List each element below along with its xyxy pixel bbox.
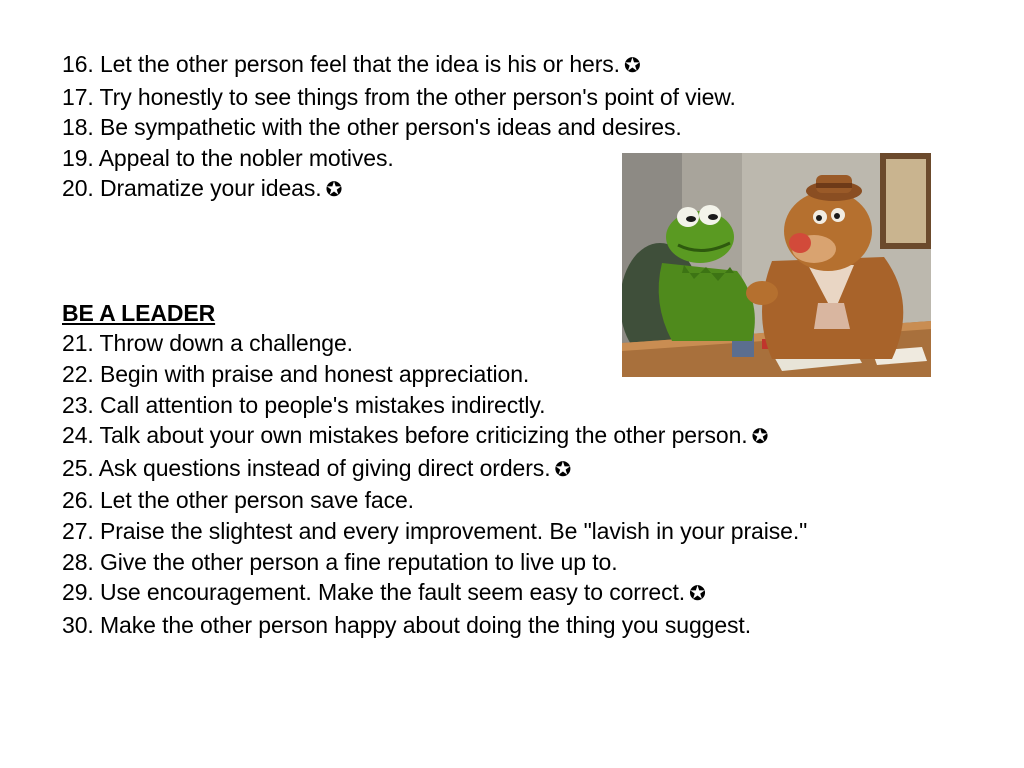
muppets-illustration bbox=[622, 153, 931, 377]
section-heading: BE A LEADER bbox=[62, 299, 216, 326]
list-item: 24. Talk about your own mistakes before criticizing the other person. ✪ bbox=[62, 422, 769, 449]
list-item: 28. Give the other person a fine reputation to live up to. bbox=[62, 548, 618, 575]
bear-nose bbox=[789, 233, 811, 253]
star-icon: ✪ bbox=[623, 55, 641, 77]
list-item: 23. Call attention to people's mistakes indirectly. bbox=[62, 391, 546, 418]
star-icon: ✪ bbox=[751, 426, 769, 449]
list-item: 26. Let the other person save face. bbox=[62, 487, 414, 514]
star-icon: ✪ bbox=[689, 583, 706, 606]
list-item: 29. Use encouragement. Make the fault seem easy to correct. ✪ bbox=[62, 579, 706, 606]
star-icon: ✪ bbox=[554, 458, 572, 481]
bear-tie bbox=[814, 303, 850, 329]
list-item: 27. Praise the slightest and every improvement. Be "lavish in your praise." bbox=[62, 517, 808, 544]
list-item: 18. Be sympathetic with the other person's ideas and desires. bbox=[62, 114, 682, 141]
list-item: 30. Make the other person happy about doing the thing you suggest. bbox=[62, 611, 752, 638]
star-icon: ✪ bbox=[325, 179, 343, 202]
muppets-photo bbox=[622, 153, 931, 377]
list-item: 20. Dramatize your ideas. ✪ bbox=[62, 175, 343, 202]
list-item: 17. Try honestly to see things from the other person's point of view. bbox=[62, 83, 736, 110]
bear-paw bbox=[746, 281, 778, 305]
picture bbox=[886, 159, 926, 243]
list-item: 25. Ask questions instead of giving direct orders. ✪ bbox=[62, 454, 572, 481]
list-item: 19. Appeal to the nobler motives. bbox=[62, 144, 394, 171]
list-item: 16. Let the other person feel that the idea is his or hers. ✪ bbox=[62, 51, 641, 77]
list-item: 22. Begin with praise and honest appreciation. bbox=[62, 360, 530, 387]
list-item: 21. Throw down a challenge. bbox=[62, 330, 353, 357]
